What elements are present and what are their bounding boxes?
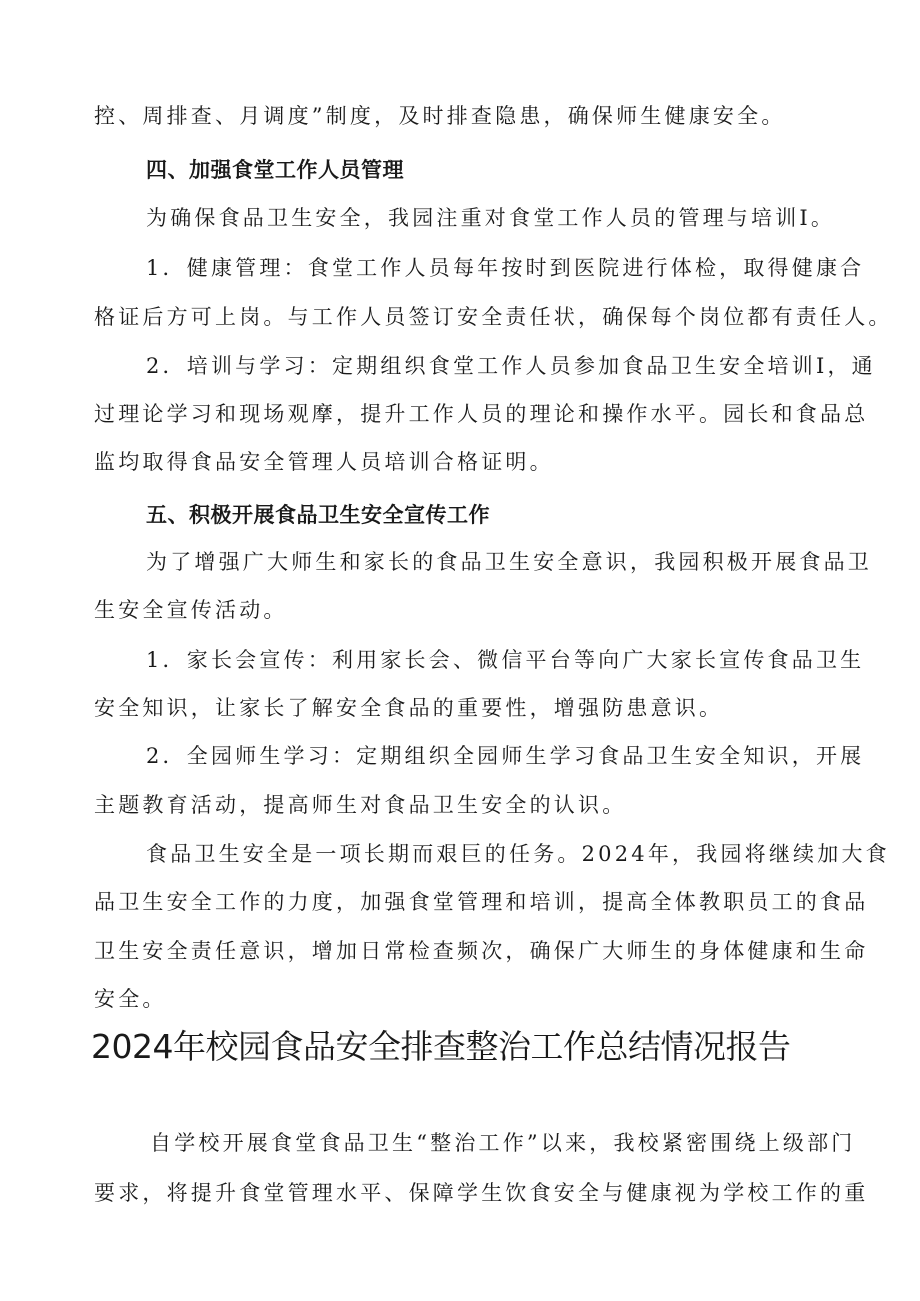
section-4-intro: 为确保食品卫生安全，我园注重对食堂工作人员的管理与培训I。 — [146, 206, 836, 230]
section-4-item-1-line-1: 1．健康管理：食堂工作人员每年按时到医院进行体检，取得健康合 — [146, 256, 865, 280]
report-title: 2024年校园食品安全排查整治工作总结情况报告 — [91, 1027, 791, 1066]
conclusion-line-3: 卫生安全责任意识，增加日常检查频次，确保广大师生的身体健康和生命 — [94, 939, 869, 963]
conclusion-line-2: 品卫生安全工作的力度，加强食堂管理和培训，提高全体教职员工的食品 — [94, 890, 869, 914]
section-5-item-2-line-1: 2．全园师生学习：定期组织全园师生学习食品卫生安全知识，开展 — [146, 744, 865, 768]
section-4-item-2-line-2: 过理论学习和现场观摩，提升工作人员的理论和操作水平。园长和食品总 — [94, 402, 869, 426]
section-5-item-2-line-2: 主题教育活动，提高师生对食品卫生安全的认识。 — [94, 793, 627, 817]
report-paragraph-line-1: 自学校开展食堂食品卫生“整治工作”以来，我校紧密围绕上级部门 — [150, 1131, 856, 1155]
report-paragraph-line-2: 要求，将提升食堂管理水平、保障学生饮食安全与健康视为学校工作的重 — [94, 1181, 869, 1205]
section-4-heading: 四、加强食堂工作人员管理 — [146, 158, 404, 182]
section-5-intro-line-2: 生安全宣传活动。 — [94, 598, 288, 622]
conclusion-line-4: 安全。 — [94, 987, 167, 1011]
section-4-item-2-line-1: 2．培训与学习：定期组织食堂工作人员参加食品卫生安全培训I，通 — [146, 354, 876, 378]
section-5-heading: 五、积极开展食品卫生安全宣传工作 — [146, 503, 490, 527]
section-4-item-2-line-3: 监均取得食品安全管理人员培训合格证明。 — [94, 450, 554, 474]
intro-tail-line: 控、周排查、月调度”制度，及时排查隐患，确保师生健康安全。 — [94, 104, 786, 128]
section-5-item-1-line-1: 1．家长会宣传：利用家长会、微信平台等向广大家长宣传食品卫生 — [146, 648, 865, 672]
section-5-intro-line-1: 为了增强广大师生和家长的食品卫生安全意识，我园积极开展食品卫 — [146, 550, 872, 574]
section-4-item-1-line-2: 格证后方可上岗。与工作人员签订安全责任状，确保每个岗位都有责任人。 — [94, 305, 893, 329]
section-5-item-1-line-2: 安全知识，让家长了解安全食品的重要性，增强防患意识。 — [94, 696, 724, 720]
conclusion-line-1: 食品卫生安全是一项长期而艰巨的任务。2024年，我园将继续加大食 — [146, 842, 890, 866]
